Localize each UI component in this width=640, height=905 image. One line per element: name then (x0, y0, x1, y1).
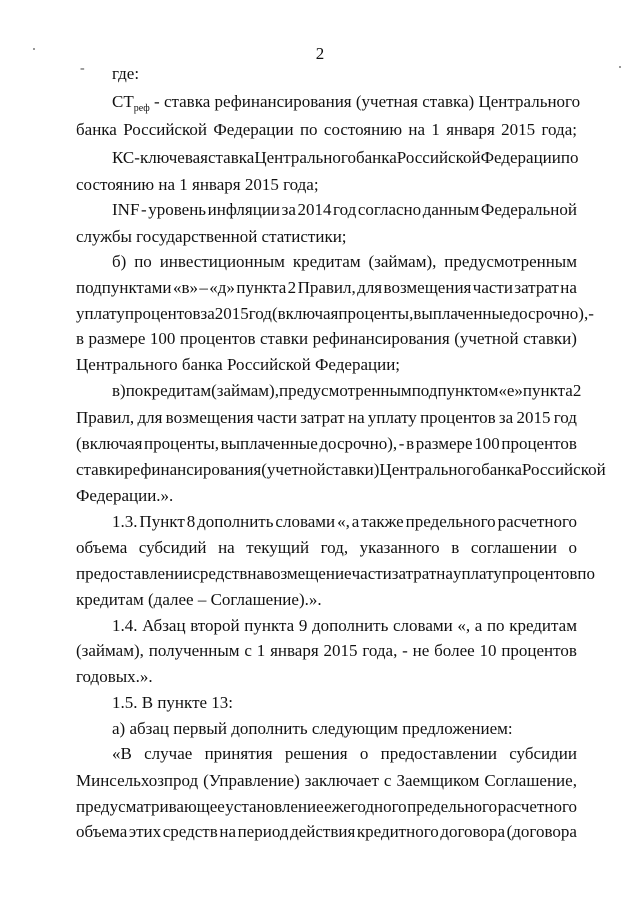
text-line (76, 641, 577, 661)
word: на (408, 120, 426, 139)
word: более (434, 641, 475, 660)
word: а (351, 512, 360, 531)
word: 100 (474, 434, 500, 453)
word: КС (112, 148, 135, 167)
word: год (333, 200, 357, 219)
word: процентов (501, 641, 577, 660)
word: этих (128, 822, 162, 841)
word: полученным (148, 641, 240, 660)
word: января (270, 641, 319, 660)
word: части (256, 408, 297, 427)
word: года; (541, 120, 577, 139)
word: досрочно), (319, 434, 398, 453)
word: 1 (256, 641, 266, 660)
word: 2 (572, 381, 582, 400)
word: средств (192, 564, 248, 583)
word: кредитам (509, 616, 577, 635)
word: на (247, 564, 265, 583)
word: указанного (359, 538, 440, 557)
word: банка (481, 460, 522, 479)
word: Соглашение, (484, 771, 577, 790)
word: на (436, 564, 453, 583)
word: «д» (209, 278, 235, 297)
text-line: Центрального банка Российской Федерации; (76, 355, 401, 374)
word: затрат (514, 278, 559, 297)
word: год (248, 304, 272, 323)
word: а (474, 616, 483, 635)
word: ставки) (325, 460, 380, 479)
word: Правил, (297, 278, 356, 297)
word: за (498, 408, 514, 427)
word: - (402, 641, 408, 660)
text-line (112, 252, 577, 272)
word: объема (76, 822, 128, 841)
text-line: 1.5. В пункте 13: (112, 693, 234, 712)
word: подпунктом (411, 381, 499, 400)
word: Российской (123, 120, 207, 139)
word: (учетной (261, 460, 326, 479)
word: ставка (208, 148, 255, 167)
word: возмещения (383, 278, 472, 297)
word: пункта (244, 616, 295, 635)
word: б) (112, 252, 127, 271)
word: решения (284, 744, 348, 763)
word: уплату (76, 304, 125, 323)
word: дополнить (311, 616, 389, 635)
word: INF (112, 200, 140, 219)
word: дополнить (197, 512, 274, 531)
word: подпунктами (76, 278, 172, 297)
word: на (347, 408, 365, 427)
word: состоянию (323, 120, 403, 139)
word: (включая (76, 434, 143, 453)
word: – (199, 278, 208, 297)
word: для (357, 278, 383, 297)
text-line: годовых.». (76, 667, 153, 686)
page-number: 2 (315, 44, 325, 63)
word: (договора (506, 822, 577, 841)
word: - (398, 434, 405, 453)
text-line (112, 200, 577, 220)
word: проценты, (338, 304, 414, 323)
word: установление (225, 797, 324, 816)
word: объема (76, 538, 128, 557)
word: о (568, 538, 577, 557)
word: заключает (304, 771, 379, 790)
word: возмещение (264, 564, 352, 583)
word: договора (440, 822, 505, 841)
word: согласно (357, 200, 422, 219)
word: в) (112, 381, 126, 400)
word: по (577, 564, 596, 583)
word: уровень (148, 200, 207, 219)
word: для (137, 408, 163, 427)
word: - (588, 304, 594, 323)
word: 2015 (323, 641, 358, 660)
word: по (125, 381, 144, 400)
word: инфляции (207, 200, 281, 219)
word: уплату (452, 564, 502, 583)
text-line (76, 822, 577, 842)
word: Федерации (213, 120, 294, 139)
word: затрат (391, 564, 437, 583)
word: по (299, 120, 318, 139)
word: по (486, 616, 505, 635)
scan-speck (33, 48, 35, 50)
word: «, (457, 616, 471, 635)
word: 9 (298, 616, 308, 635)
word: кредитам (292, 252, 361, 271)
word: в (451, 538, 460, 557)
text-line (76, 797, 577, 817)
word: процентов (501, 434, 577, 453)
word: Заемщиком (396, 771, 480, 790)
text-line (76, 278, 577, 298)
word: за (281, 200, 296, 219)
word: выплаченные (220, 434, 318, 453)
word: процентов (179, 329, 256, 348)
word: в (406, 434, 415, 453)
text-line: Федерации.». (76, 486, 174, 505)
word: размере (415, 434, 473, 453)
word: выплаченные (413, 304, 511, 323)
word: действия (290, 822, 356, 841)
text-line (76, 304, 594, 324)
word: предусмотренным (444, 252, 577, 271)
word: ключевая (139, 148, 208, 167)
word: «в» (172, 278, 198, 297)
word: - (134, 148, 140, 167)
word: на (219, 822, 236, 841)
word: Минсельхозпрод (76, 771, 199, 790)
text-line: где: (112, 64, 140, 83)
text-line (112, 92, 581, 115)
word: год (553, 408, 577, 427)
word: с (244, 641, 252, 660)
word: не (412, 641, 430, 660)
word: предусматривающее (76, 797, 225, 816)
word: расчетного (497, 512, 577, 531)
word: с (383, 771, 392, 790)
text-fragment: СТ (112, 92, 134, 111)
word: - (140, 200, 147, 219)
word: досрочно), (510, 304, 589, 323)
word: период (237, 822, 289, 841)
text-line (76, 329, 577, 349)
word: проценты, (144, 434, 219, 453)
word: ставки) (523, 329, 577, 348)
word: года, (362, 641, 398, 660)
text-fragment: - ставка рефинансирования (учетная ставка) Центрального (149, 92, 581, 111)
word: 1 (431, 120, 440, 139)
word: инвестиционным (159, 252, 285, 271)
word: ежегодного (324, 797, 407, 816)
word: словами (275, 512, 336, 531)
word: банка (76, 120, 117, 139)
word: Российской (396, 148, 481, 167)
word: Центрального (379, 460, 482, 479)
word: Пункт (139, 512, 185, 531)
word: затрат (300, 408, 345, 427)
text-line: состоянию на 1 января 2015 года; (76, 175, 319, 194)
word: возмещения (165, 408, 254, 427)
text-line: кредитам (далее – Соглашение).». (76, 590, 322, 609)
word: (Управление) (203, 771, 300, 790)
word: по (560, 148, 579, 167)
word: процентов (124, 304, 201, 323)
word: пункта (522, 381, 573, 400)
word: Центрального (254, 148, 356, 167)
word: данным (422, 200, 480, 219)
text-line (76, 771, 577, 791)
word: субсидии (509, 744, 577, 763)
text-line (112, 744, 577, 764)
word: Федерации (480, 148, 561, 167)
word: части (351, 564, 392, 583)
text-line (76, 408, 577, 428)
word: рефинансирования (124, 460, 262, 479)
word: 2014 (297, 200, 332, 219)
text-line (76, 460, 606, 480)
word: 1.3. (112, 512, 138, 531)
word: принятия (204, 744, 273, 763)
text-line (112, 381, 582, 401)
word: за (200, 304, 215, 323)
text-line (76, 120, 577, 140)
word: случае (144, 744, 193, 763)
text-line: а) абзац первый дополнить следующим предложением: (112, 719, 513, 738)
word: текущий (246, 538, 310, 557)
word: 2 (287, 278, 297, 297)
word: «, (337, 512, 350, 531)
word: (включая (271, 304, 339, 323)
word: средств (162, 822, 218, 841)
word: «е» (498, 381, 523, 400)
word: (учетной (454, 329, 519, 348)
text-line: службы государственной статистики; (76, 227, 347, 246)
word: год, (320, 538, 349, 557)
text-line (112, 512, 577, 532)
text-line (76, 538, 577, 558)
word: расчетного (497, 797, 577, 816)
word: соглашении (470, 538, 557, 557)
word: (займам), (368, 252, 437, 271)
word: банка (355, 148, 397, 167)
word: предельного (405, 512, 496, 531)
word: предусмотренным (278, 381, 412, 400)
text-line (76, 434, 577, 454)
word: Федеральной (480, 200, 577, 219)
word: предельного (407, 797, 498, 816)
word: (займам), (211, 381, 279, 400)
word: процентов (501, 564, 578, 583)
word: Абзац (142, 616, 186, 635)
word: кредитам (143, 381, 212, 400)
text-line (112, 616, 577, 636)
word: 10 (479, 641, 497, 660)
word: в (76, 329, 85, 348)
margin-mark: - (80, 61, 85, 76)
word: субсидий (138, 538, 207, 557)
word: на (218, 538, 235, 557)
word: части (472, 278, 513, 297)
word: уплату (367, 408, 417, 427)
word: рефинансирования (312, 329, 450, 348)
word: ставки (76, 460, 125, 479)
subscript: реф (133, 103, 150, 114)
word: января (446, 120, 495, 139)
word: процентов (420, 408, 496, 427)
text-line (112, 148, 577, 168)
word: пункта (236, 278, 287, 297)
word: 2015 (501, 120, 536, 139)
word: кредитного (356, 822, 439, 841)
word: 8 (186, 512, 196, 531)
word: о (359, 744, 369, 763)
word: «В (112, 744, 132, 763)
word: 2015 (214, 304, 249, 323)
word: предоставлении (76, 564, 193, 583)
word: по (134, 252, 152, 271)
word: словами (392, 616, 453, 635)
text-line (76, 564, 596, 584)
word: предоставлении (380, 744, 497, 763)
word: 2015 (516, 408, 551, 427)
word: Правил, (76, 408, 135, 427)
word: (займам), (76, 641, 144, 660)
word: на (560, 278, 577, 297)
scan-speck (619, 66, 621, 68)
word: ставки (259, 329, 309, 348)
word: 1.4. (112, 616, 138, 635)
word: Российской (521, 460, 606, 479)
word: второй (190, 616, 240, 635)
word: размере (88, 329, 146, 348)
word: также (361, 512, 404, 531)
word: 100 (149, 329, 176, 348)
